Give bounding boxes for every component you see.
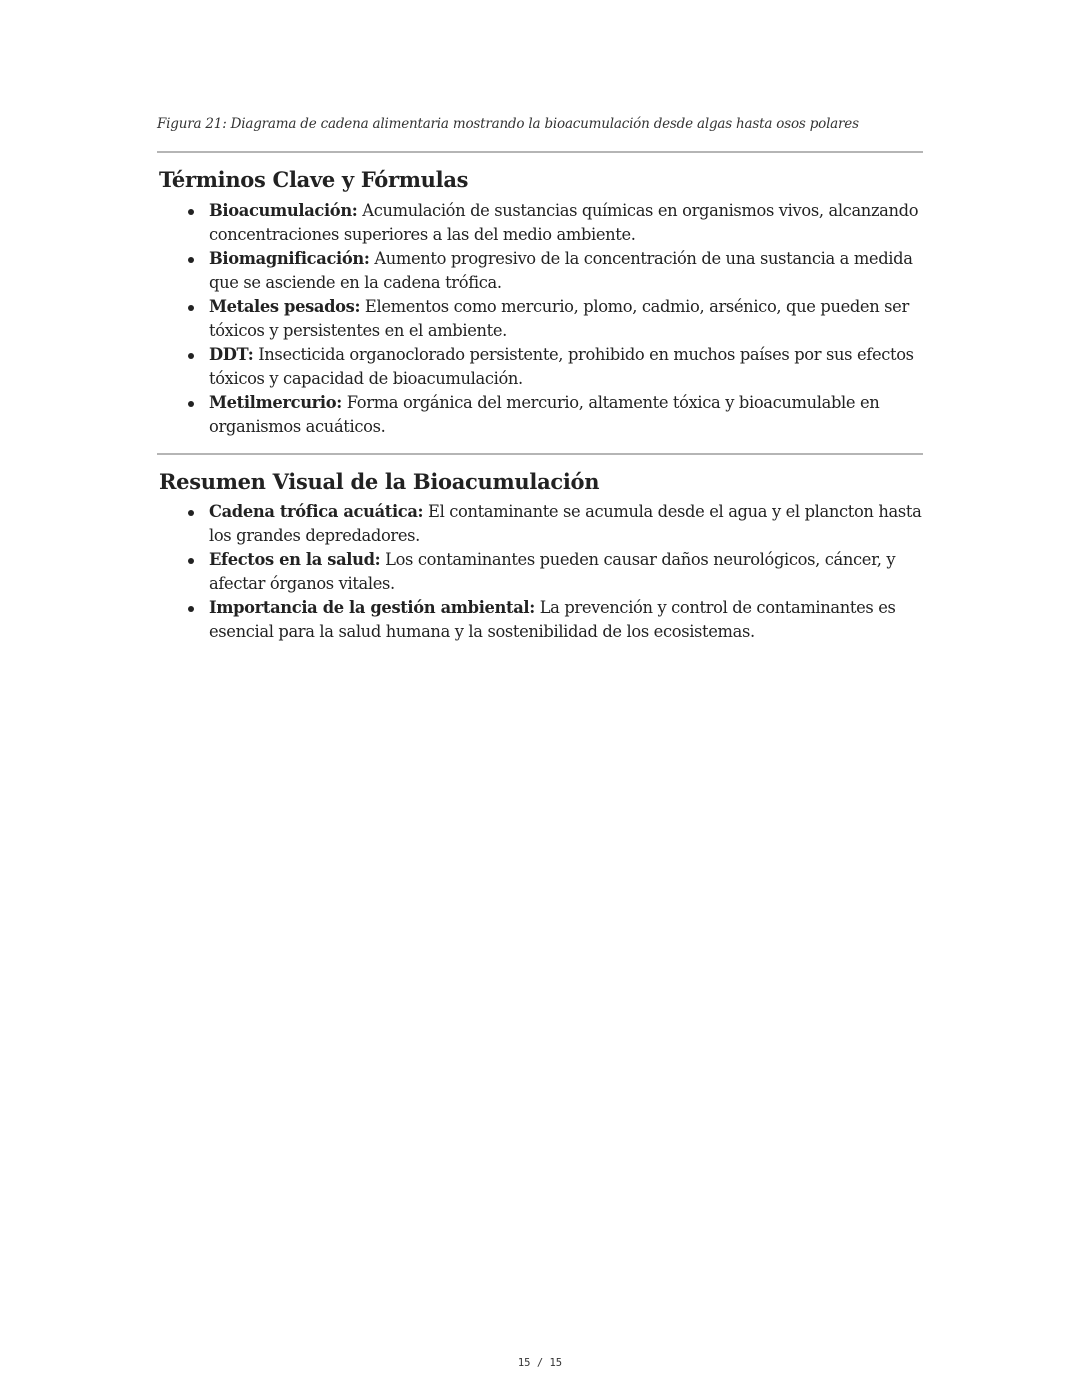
- term: Bioacumulación:: [209, 201, 358, 220]
- definition: Insecticida organoclorado persistente, prohibido en muchos países por sus efectos tóxicos y capacidad de bioacumulación.: [209, 345, 914, 388]
- section-heading-key-terms: Términos Clave y Fórmulas: [159, 167, 469, 192]
- list-item: [209, 295, 923, 343]
- definition: Acumulación de sustancias químicas en organismos vivos, alcanzando concentraciones superiores a las del medio ambiente.: [209, 201, 919, 244]
- list-item: [209, 548, 923, 596]
- list-item: [209, 199, 923, 247]
- definition: Aumento progresivo de la concentración de una sustancia a medida que se asciende en la cadena trófica.: [209, 249, 913, 292]
- section-heading-visual-summary: Resumen Visual de la Bioacumulación: [159, 469, 600, 494]
- term: DDT:: [209, 345, 254, 364]
- figure-caption: Figura 21: Diagrama de cadena alimentaria mostrando la bioacumulación desde algas hasta osos polares: [157, 116, 859, 132]
- list-item: [209, 247, 923, 295]
- term: Cadena trófica acuática:: [209, 502, 424, 521]
- definition: El contaminante se acumula desde el agua y el plancton hasta los grandes depredadores.: [209, 502, 922, 545]
- page-number: 15 / 15: [517, 1357, 563, 1369]
- key-terms-list: [157, 199, 923, 439]
- term: Importancia de la gestión ambiental:: [209, 598, 535, 617]
- visual-summary-list: [157, 500, 923, 644]
- term: Metales pesados:: [209, 297, 361, 316]
- definition: Forma orgánica del mercurio, altamente tóxica y bioacumulable en organismos acuáticos.: [209, 393, 880, 436]
- definition: La prevención y control de contaminantes es esencial para la salud humana y la sostenibilidad de los ecosistemas.: [209, 598, 896, 641]
- divider: [157, 453, 923, 455]
- term: Biomagnificación:: [209, 249, 370, 268]
- list-item: [209, 500, 923, 548]
- definition: Los contaminantes pueden causar daños neurológicos, cáncer, y afectar órganos vitales.: [209, 550, 896, 593]
- list-item: [209, 596, 923, 644]
- list-item: [209, 343, 923, 391]
- definition: Elementos como mercurio, plomo, cadmio, arsénico, que pueden ser tóxicos y persistentes en el ambiente.: [209, 297, 909, 340]
- term: Metilmercurio:: [209, 393, 342, 412]
- term: Efectos en la salud:: [209, 550, 381, 569]
- list-item: [209, 391, 923, 439]
- divider: [157, 151, 923, 153]
